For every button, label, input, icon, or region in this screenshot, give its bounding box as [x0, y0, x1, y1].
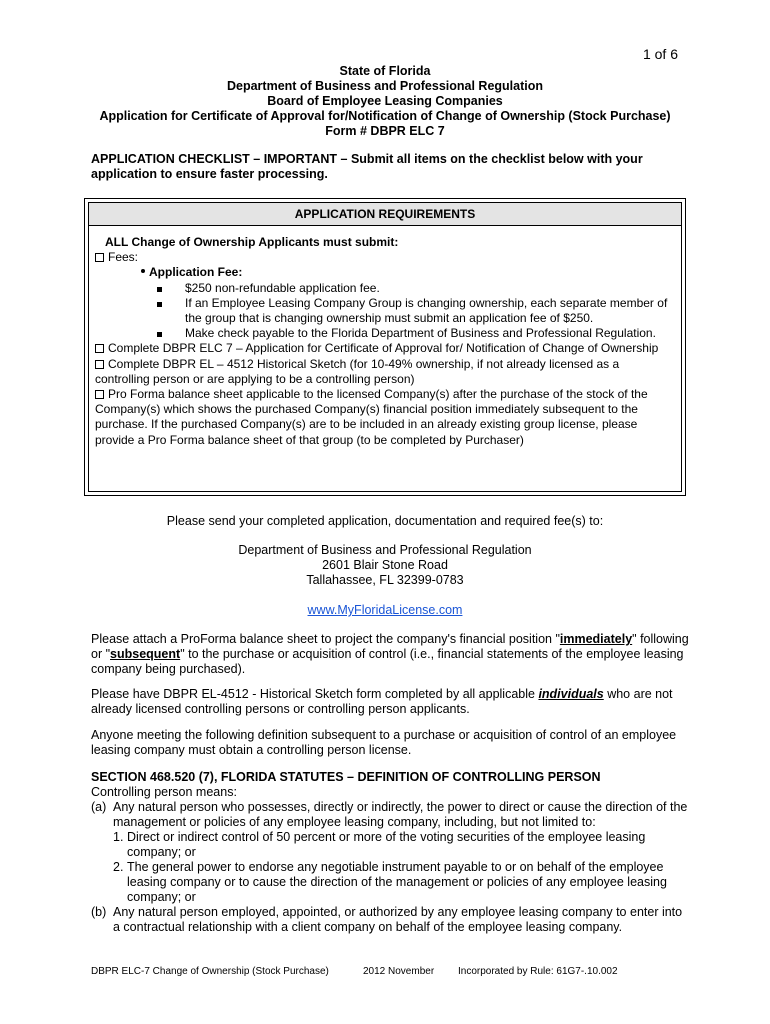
requirements-inner: [88, 202, 682, 492]
statute-section: [91, 770, 691, 935]
requirement-item: Complete DBPR ELC 7 – Application for Certificate of Approval for/ Notification of Change of Ownership: [95, 341, 681, 356]
header-department: Department of Business and Professional Regulation: [226, 79, 544, 93]
definition-a-2: 2. The general power to endorse any negotiable instrument payable to or on behalf of the employee leasing company or to cause the direction of the management or policies of any employee leasing company; or: [113, 860, 667, 904]
website-link[interactable]: www.MyFloridaLicense.com: [307, 603, 463, 617]
checkbox-icon: [95, 390, 104, 399]
checklist-note: APPLICATION CHECKLIST – IMPORTANT – Submit all items on the checklist below with your application to ensure faster processing.: [91, 152, 643, 181]
page-number: 1 of 6: [642, 46, 678, 62]
section-intro: Controlling person means:: [91, 785, 237, 799]
application-fee-row: [95, 265, 681, 280]
footer-form: DBPR ELC-7 Change of Ownership (Stock Purchase): [91, 966, 329, 977]
address-department: Department of Business and Professional Regulation: [238, 543, 532, 557]
footer-rule: Incorporated by Rule: 61G7-.10.002: [458, 966, 618, 977]
historical-sketch-paragraph: Please have DBPR EL-4512 - Historical Sketch form completed by all applicable individuals who are not already licensed controlling persons or controlling person applicants.: [91, 687, 673, 716]
square-bullet-icon: [157, 332, 162, 337]
requirement-item: Pro Forma balance sheet applicable to the licensed Company(s) after the purchase of the stock of the Company(s) which shows the purchased Company(s) financial position immediately subsequent to the purchase. If the purchased Company(s) are to be included in an already existing group license, please provide a Pro Forma balance sheet of that group (to be completed by Purchaser): [95, 387, 648, 447]
footer-date: 2012 November: [363, 966, 435, 977]
checkbox-icon: [95, 360, 104, 369]
immediately-emphasis: immediately: [559, 632, 633, 646]
requirements-body: [89, 226, 681, 448]
website-row: [0, 603, 770, 618]
send-intro: Please send your completed application, documentation and required fee(s) to:: [166, 514, 604, 528]
square-bullet-icon: [157, 302, 162, 307]
fees-label: Fees:: [108, 250, 139, 265]
bullet-icon: [141, 269, 145, 273]
checkbox-icon: [95, 253, 104, 262]
header-form-number: Form # DBPR ELC 7: [325, 124, 445, 138]
fees-row: [95, 250, 681, 265]
address-street: 2601 Blair Stone Road: [322, 558, 448, 572]
individuals-emphasis: individuals: [538, 687, 604, 701]
fee-item: If an Employee Leasing Company Group is changing ownership, each separate member of the group that is changing ownership must submit an application fee of $250.: [95, 296, 681, 326]
header-board: Board of Employee Leasing Companies: [267, 94, 503, 108]
checkbox-icon: [95, 344, 104, 353]
requirements-intro: ALL Change of Ownership Applicants must submit:: [105, 235, 399, 249]
definition-a: (a) Any natural person who possesses, directly or indirectly, the power to direct or cause the direction of the management or policies of any employee leasing company, including, but not limited to:: [91, 800, 688, 829]
license-requirement-paragraph: Anyone meeting the following definition subsequent to a purchase or acquisition of control of an employee leasing company must obtain a controlling person license.: [91, 728, 677, 757]
definition-a-1: 1. Direct or indirect control of 50 percent or more of the voting securities of the employee leasing company; or: [113, 830, 646, 859]
application-fee-label: Application Fee:: [149, 265, 243, 280]
requirement-item: Complete DBPR EL – 4512 Historical Sketch (for 10-49% ownership, if not already licensed as a controlling person or are applying to be a controlling person): [95, 356, 620, 386]
requirements-title: APPLICATION REQUIREMENTS: [89, 203, 681, 226]
mailing-address: [0, 543, 770, 588]
section-heading: SECTION 468.520 (7), FLORIDA STATUTES – DEFINITION OF CONTROLLING PERSON: [91, 770, 601, 784]
fee-item: $250 non-refundable application fee.: [95, 281, 681, 296]
subsequent-emphasis: subsequent: [110, 647, 181, 661]
definition-b: (b) Any natural person employed, appointed, or authorized by any employee leasing company to enter into a contractual relationship with a client company on behalf of the employee leasing company.: [91, 905, 683, 934]
form-header: [0, 64, 770, 139]
header-application-title: Application for Certificate of Approval for/Notification of Change of Ownership (Stock Purchase): [99, 109, 671, 123]
fee-item: Make check payable to the Florida Department of Business and Professional Regulation.: [95, 326, 681, 341]
square-bullet-icon: [157, 287, 162, 292]
proforma-paragraph: Please attach a ProForma balance sheet to project the company's financial position "immediately" following or "subsequent" to the purchase or acquisition of control (i.e., financial statements of the employee leasing company being purchased).: [91, 632, 689, 676]
requirements-box: [84, 198, 686, 496]
header-state: State of Florida: [339, 64, 431, 78]
address-city: Tallahassee, FL 32399-0783: [306, 573, 464, 587]
